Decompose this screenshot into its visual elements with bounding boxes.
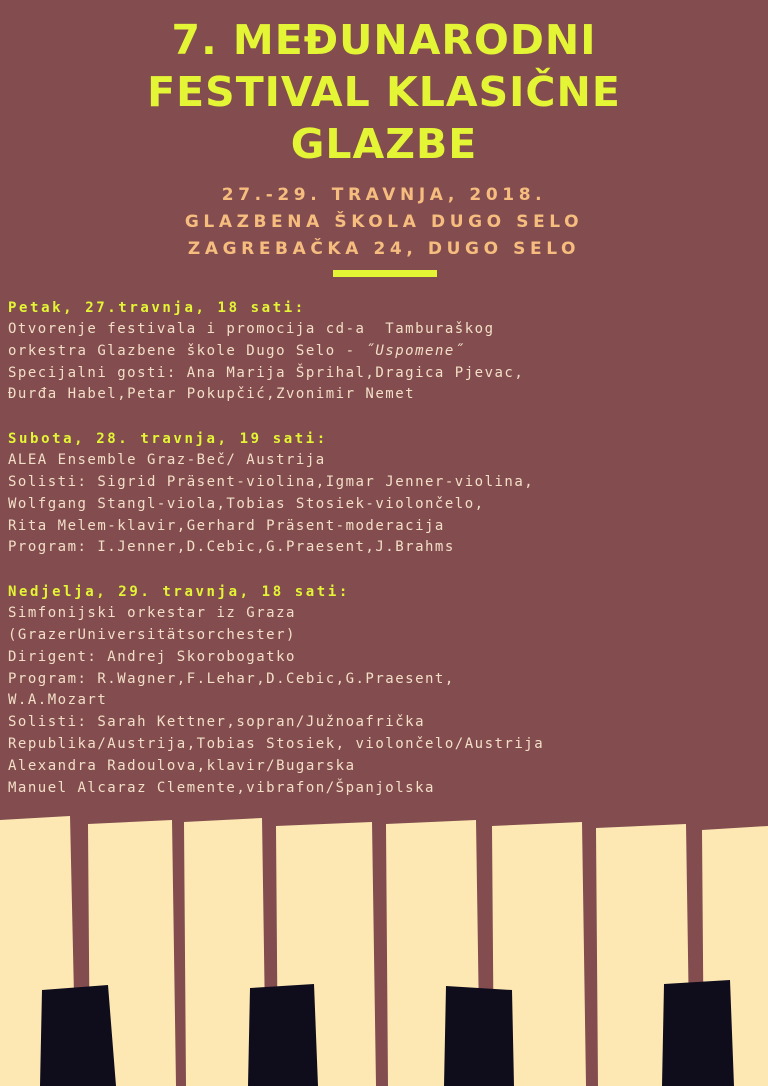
day-heading: Subota, 28. travnja, 19 sati: [8,431,328,448]
title-line-2: FESTIVAL KLASIČNE [147,68,621,116]
day-heading: Petak, 27.travnja, 18 sati: [8,300,306,316]
title-line-1: 7. MEĐUNARODNI [171,16,597,64]
program-line: Rita Melem-klavir,Gerhard Präsent-moderacija [8,517,445,534]
event-address: ZAGREBAČKA 24, DUGO SELO [187,239,581,259]
piano-black-key [40,985,116,1086]
piano-black-key [444,986,514,1086]
program-line: Solisti: Sigrid Präsent-violina,Igmar Jenner-violina, [8,473,535,490]
program-line: Solisti: Sarah Kettner,sopran/Južnoafrička [8,714,426,731]
program-line: Dirigent: Andrej Skorobogatko [8,648,296,665]
program-line: Simfonijski orkestar iz Graza [8,605,296,622]
program-line: Program: I.Jenner,D.Cebic,G.Praesent,J.Brahms [8,539,455,556]
program-line: Program: R.Wagner,F.Lehar,D.Cebic,G.Praesent, [8,670,455,687]
title-line-3: GLAZBE [290,120,478,168]
program-line: (GrazerUniversitätsorchester) [8,626,296,643]
program-line-text: orkestra Glazbene škole Dugo Selo - [8,342,366,359]
piano-black-key [248,984,318,1086]
program-line: Đurđa Habel,Petar Pokupčić,Zvonimir Nemet [8,386,416,403]
program-line: Manuel Alcaraz Clemente,vibrafon/Španjolska [8,779,435,796]
program-line: W.A.Mozart [8,692,108,709]
program-line: Republika/Austrija,Tobias Stosiek, violončelo/Austrija [8,735,545,752]
program-line: Wolfgang Stangl-viola,Tobias Stosiek-violončelo, [8,495,485,512]
event-venue: GLAZBENA ŠKOLA DUGO SELO [184,212,584,232]
day-heading: Nedjelja, 29. travnja, 18 sati: [8,584,350,601]
program-line: Specijalni gosti: Ana Marija Šprihal,Dragica Pjevac, [8,364,525,381]
event-date: 27.-29. TRAVNJA, 2018. [221,185,547,205]
album-title: ˝Uspomene˝ [365,342,465,359]
piano-black-key [662,980,734,1086]
program-line: Alexandra Radoulova,klavir/Bugarska [8,757,356,774]
program-line: Otvorenje festivala i promocija cd-a Tamburaškog [8,321,495,337]
program-line: ALEA Ensemble Graz-Beč/ Austrija [8,452,326,469]
